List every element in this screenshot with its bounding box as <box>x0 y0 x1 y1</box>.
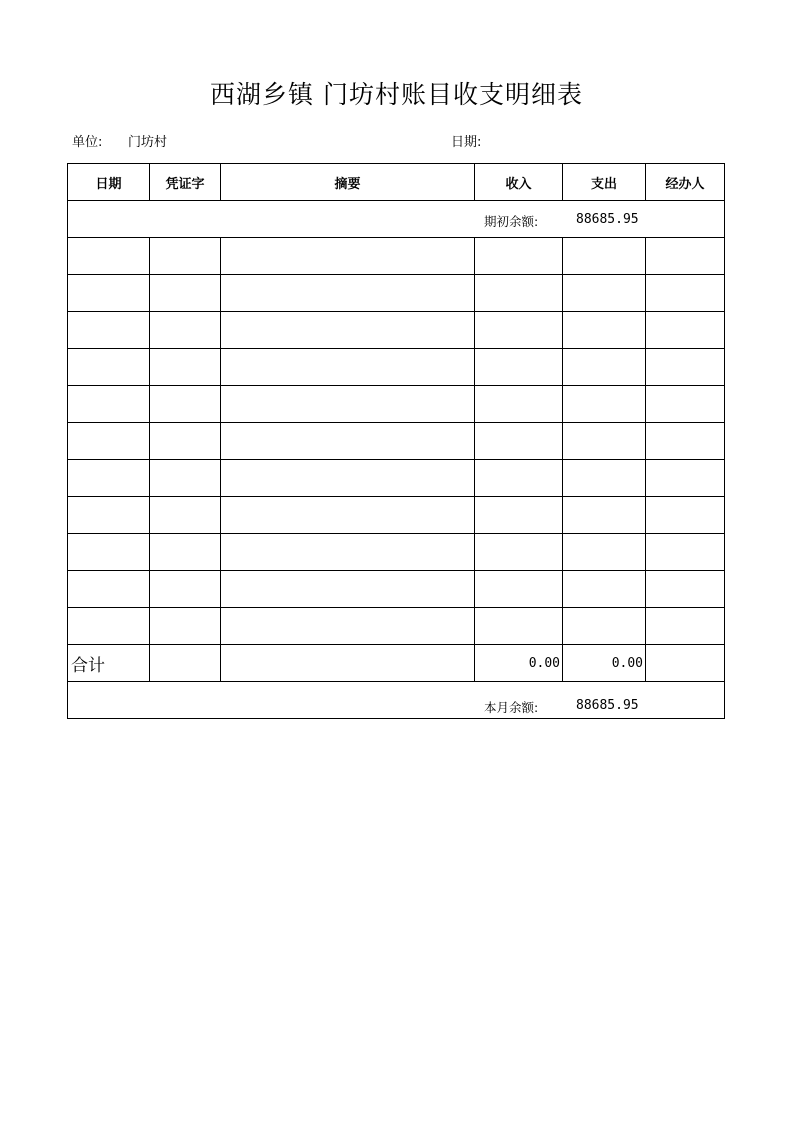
summary-cell[interactable] <box>221 349 475 386</box>
closing-balance-cell <box>68 682 725 719</box>
income-cell[interactable] <box>475 608 563 645</box>
closing-balance-value: 88685.95 <box>576 698 639 713</box>
income-cell[interactable] <box>475 349 563 386</box>
handler-cell[interactable] <box>646 534 725 571</box>
voucher-cell[interactable] <box>150 497 221 534</box>
expense-cell[interactable] <box>563 571 646 608</box>
page-title: 西湖乡镇 门坊村账目收支明细表 <box>210 80 583 109</box>
voucher-cell[interactable] <box>150 312 221 349</box>
summary-cell[interactable] <box>221 238 475 275</box>
voucher-cell[interactable] <box>150 534 221 571</box>
handler-cell[interactable] <box>646 571 725 608</box>
handler-cell[interactable] <box>646 423 725 460</box>
ledger-table <box>67 163 725 719</box>
voucher-cell[interactable] <box>150 571 221 608</box>
date-cell[interactable] <box>68 534 150 571</box>
income-cell[interactable] <box>475 534 563 571</box>
income-cell[interactable] <box>475 460 563 497</box>
header-expense: 支出 <box>563 164 646 201</box>
handler-cell[interactable] <box>646 349 725 386</box>
table-row <box>68 497 725 534</box>
opening-balance-row <box>68 201 725 238</box>
expense-cell[interactable] <box>563 534 646 571</box>
income-cell[interactable] <box>475 497 563 534</box>
income-cell[interactable] <box>475 312 563 349</box>
summary-cell[interactable] <box>221 534 475 571</box>
date-cell[interactable] <box>68 423 150 460</box>
table-row <box>68 275 725 312</box>
voucher-cell[interactable] <box>150 238 221 275</box>
voucher-cell[interactable] <box>150 423 221 460</box>
date-cell[interactable] <box>68 460 150 497</box>
handler-cell[interactable] <box>646 608 725 645</box>
table-row <box>68 312 725 349</box>
unit-label: 单位: <box>72 135 103 150</box>
table-row <box>68 349 725 386</box>
total-voucher-cell <box>150 645 221 682</box>
voucher-cell[interactable] <box>150 349 221 386</box>
date-cell[interactable] <box>68 312 150 349</box>
header-row <box>68 164 725 201</box>
handler-cell[interactable] <box>646 497 725 534</box>
table-row <box>68 238 725 275</box>
handler-cell[interactable] <box>646 238 725 275</box>
voucher-cell[interactable] <box>150 386 221 423</box>
voucher-cell[interactable] <box>150 460 221 497</box>
summary-cell[interactable] <box>221 312 475 349</box>
date-cell[interactable] <box>68 608 150 645</box>
expense-cell[interactable] <box>563 275 646 312</box>
header-voucher: 凭证字 <box>150 164 221 201</box>
summary-cell[interactable] <box>221 423 475 460</box>
income-cell[interactable] <box>475 386 563 423</box>
opening-balance-cell <box>68 201 725 238</box>
date-label: 日期: <box>451 135 482 150</box>
summary-cell[interactable] <box>221 460 475 497</box>
income-cell[interactable] <box>475 238 563 275</box>
header-summary: 摘要 <box>221 164 475 201</box>
summary-cell[interactable] <box>221 275 475 312</box>
date-cell[interactable] <box>68 571 150 608</box>
expense-cell[interactable] <box>563 423 646 460</box>
expense-cell[interactable] <box>563 608 646 645</box>
table-row <box>68 534 725 571</box>
table-row <box>68 423 725 460</box>
table-row <box>68 386 725 423</box>
date-cell[interactable] <box>68 349 150 386</box>
handler-cell[interactable] <box>646 275 725 312</box>
handler-cell[interactable] <box>646 386 725 423</box>
header-date: 日期 <box>68 164 150 201</box>
summary-cell[interactable] <box>221 608 475 645</box>
date-cell[interactable] <box>68 497 150 534</box>
unit-value: 门坊村 <box>128 135 168 150</box>
closing-balance-label: 本月余额: <box>484 700 539 715</box>
handler-cell[interactable] <box>646 460 725 497</box>
table-row <box>68 608 725 645</box>
voucher-cell[interactable] <box>150 275 221 312</box>
expense-cell[interactable] <box>563 312 646 349</box>
voucher-cell[interactable] <box>150 608 221 645</box>
total-handler-cell <box>646 645 725 682</box>
expense-cell[interactable] <box>563 386 646 423</box>
header-income: 收入 <box>475 164 563 201</box>
expense-cell[interactable] <box>563 349 646 386</box>
total-label: 合计 <box>68 645 150 682</box>
summary-cell[interactable] <box>221 571 475 608</box>
date-cell[interactable] <box>68 275 150 312</box>
total-summary-cell <box>221 645 475 682</box>
opening-balance-label: 期初余额: <box>484 214 539 229</box>
date-cell[interactable] <box>68 238 150 275</box>
table-row <box>68 460 725 497</box>
date-cell[interactable] <box>68 386 150 423</box>
summary-cell[interactable] <box>221 497 475 534</box>
income-cell[interactable] <box>475 423 563 460</box>
income-cell[interactable] <box>475 571 563 608</box>
expense-cell[interactable] <box>563 238 646 275</box>
total-income: 0.00 <box>475 645 563 682</box>
expense-cell[interactable] <box>563 460 646 497</box>
closing-balance-row <box>68 682 725 719</box>
table-row <box>68 571 725 608</box>
total-row <box>68 645 725 682</box>
summary-cell[interactable] <box>221 386 475 423</box>
income-cell[interactable] <box>475 275 563 312</box>
expense-cell[interactable] <box>563 497 646 534</box>
entry-rows <box>68 238 725 645</box>
total-expense: 0.00 <box>563 645 646 682</box>
opening-balance-value: 88685.95 <box>576 212 639 227</box>
header-handler: 经办人 <box>646 164 725 201</box>
handler-cell[interactable] <box>646 312 725 349</box>
